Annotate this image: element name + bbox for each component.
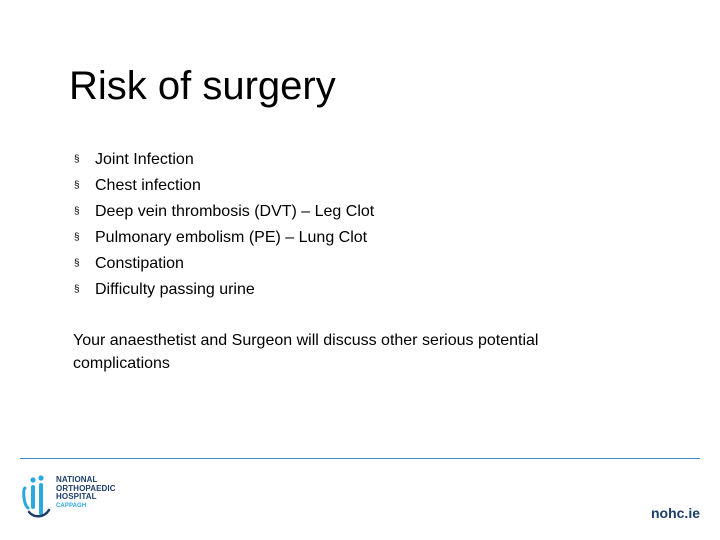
list-item (73, 251, 374, 277)
bullet-text: Pulmonary embolism (PE) – Lung Clot (95, 229, 368, 246)
list-item (73, 277, 374, 303)
bullet-marker: § (74, 232, 80, 243)
bullet-text: Difficulty passing urine (95, 281, 255, 298)
bullet-marker: § (74, 154, 80, 165)
logo-line: ORTHOPAEDIC (56, 483, 116, 493)
logo-line: NATIONAL (56, 475, 98, 484)
bullet-text: Deep vein thrombosis (DVT) – Leg Clot (95, 203, 375, 220)
bullet-marker: § (74, 180, 80, 191)
hospital-logo (20, 474, 130, 526)
bullet-marker: § (74, 258, 80, 269)
logo-line: HOSPITAL (56, 492, 97, 501)
footer-divider (20, 458, 700, 459)
list-item (73, 225, 374, 251)
bullet-text: Chest infection (95, 177, 201, 194)
list-item (73, 173, 374, 199)
slide-title: Risk of surgery (69, 64, 336, 108)
bullet-list (73, 147, 374, 303)
bullet-marker: § (74, 206, 80, 217)
bullet-text: Constipation (95, 255, 184, 272)
bullet-text: Joint Infection (95, 151, 194, 168)
bullet-marker: § (74, 284, 80, 295)
logo-wordmark (56, 476, 116, 510)
list-item (73, 147, 374, 173)
list-item (73, 199, 374, 225)
website-link[interactable]: nohc.ie (650, 505, 700, 521)
nohc-logo-icon (20, 474, 56, 524)
body-note: Your anaesthetist and Surgeon will discuss other serious potential complications (73, 332, 539, 372)
logo-subline: CAPPAGH (56, 502, 87, 509)
